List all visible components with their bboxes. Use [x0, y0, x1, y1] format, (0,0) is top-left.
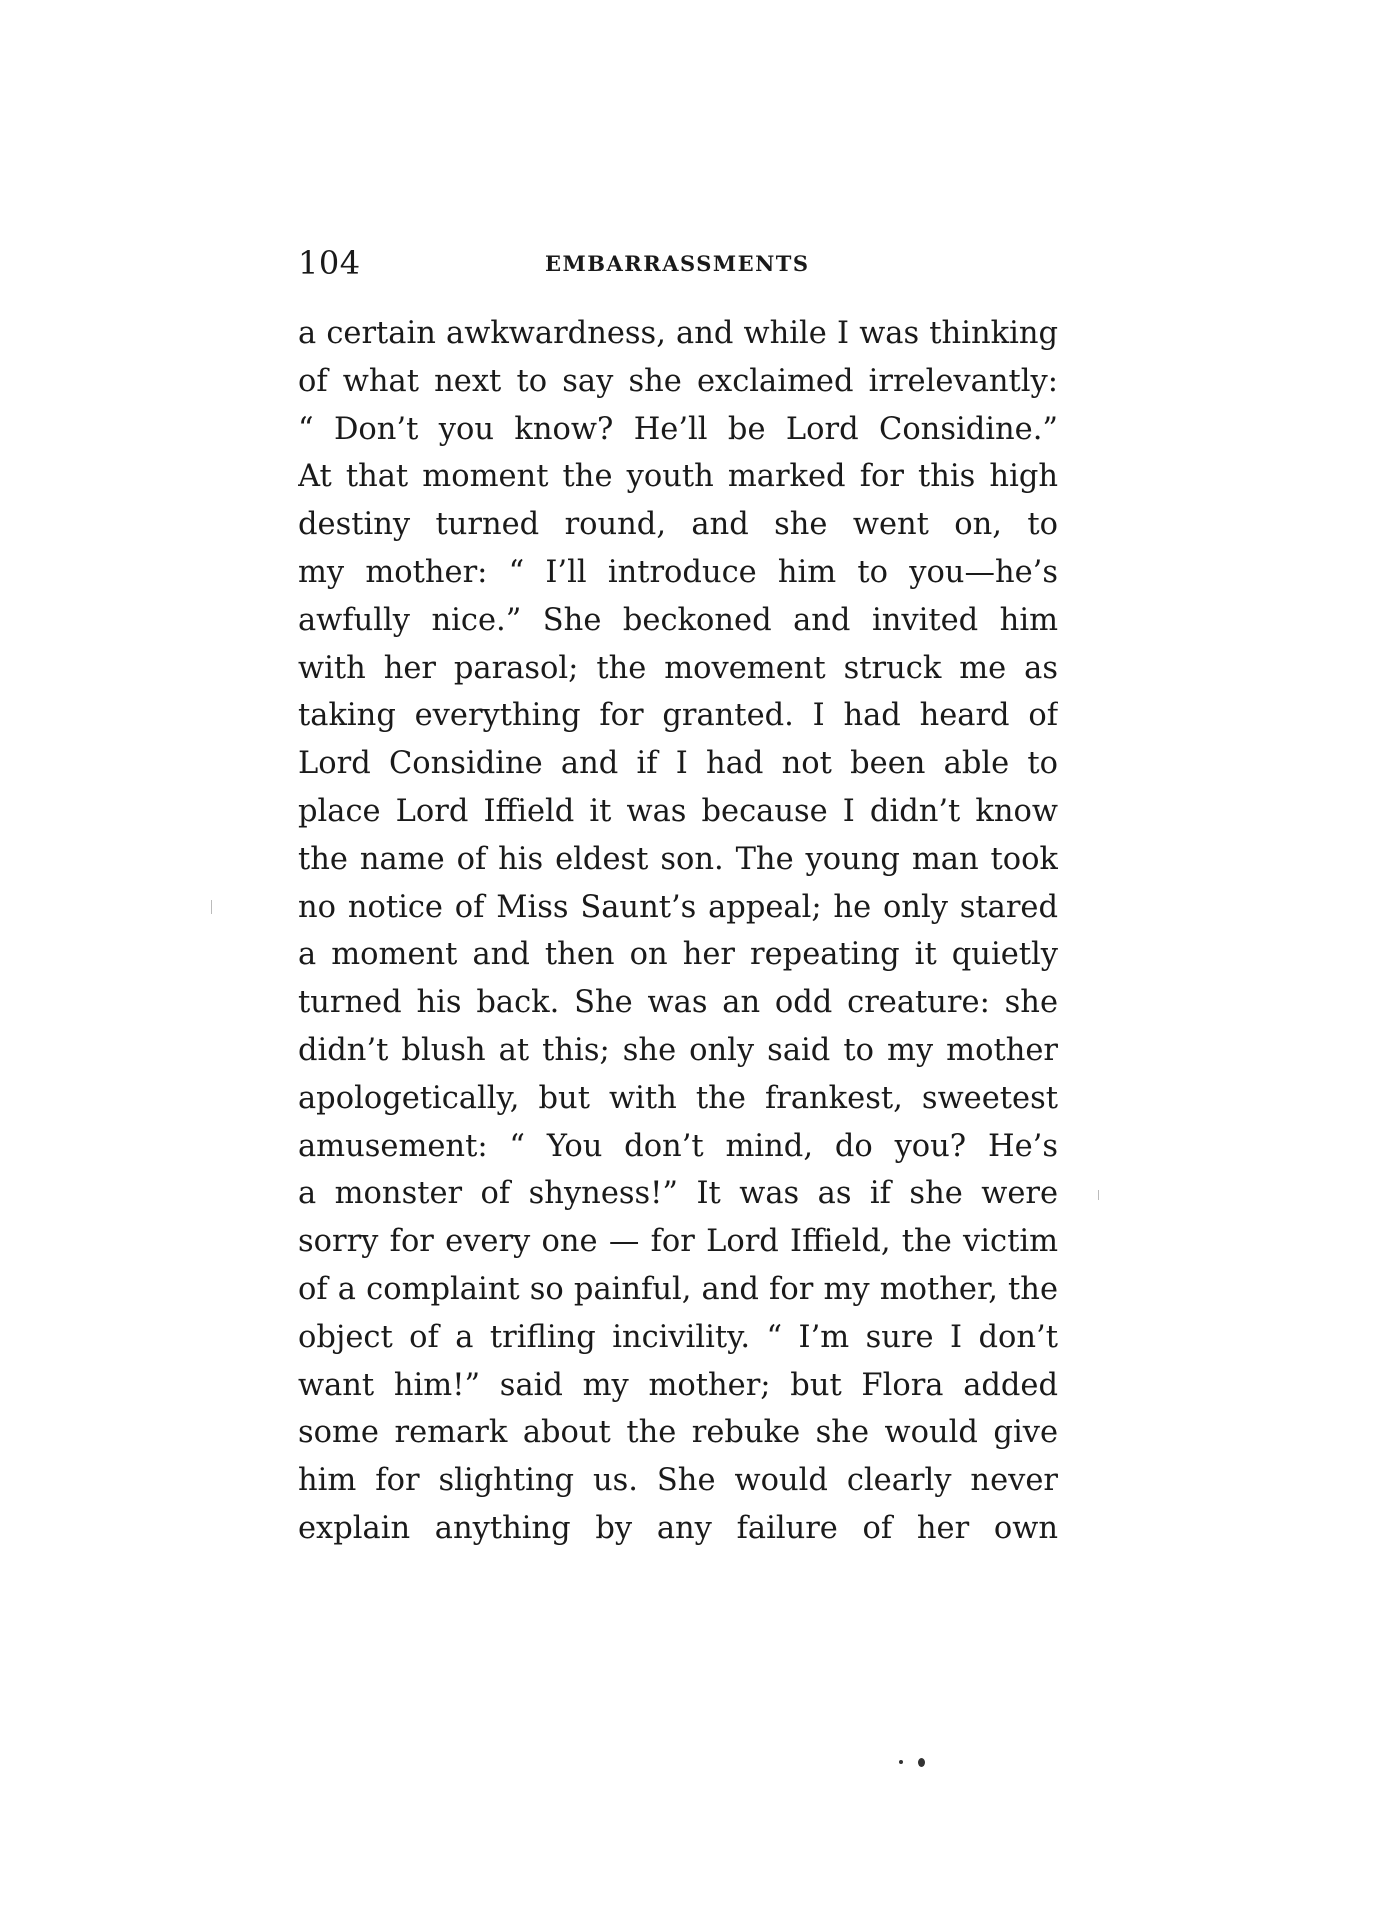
text-line: At that moment the youth marked for this high — [298, 459, 1058, 495]
text-line: “ Don’t you know? He’ll be Lord Considine.” — [298, 411, 1058, 447]
ink-speck — [918, 1758, 925, 1767]
running-title: EMBARRASSMENTS — [545, 251, 810, 276]
margin-mark — [1098, 1190, 1099, 1200]
text-line: taking everything for granted. I had heard of — [298, 698, 1058, 734]
page-header — [298, 240, 1058, 286]
text-line: amusement: “ You don’t mind, do you? He’s — [298, 1128, 1058, 1164]
ink-speck — [899, 1760, 903, 1764]
text-line: turned his back. She was an odd creature: she — [298, 985, 1058, 1021]
text-line: place Lord Iffield it was because I didn’t know — [298, 793, 1058, 829]
text-line: object of a trifling incivility. “ I’m sure I don’t — [298, 1319, 1058, 1355]
margin-mark — [211, 900, 212, 914]
text-line: didn’t blush at this; she only said to my mother — [298, 1032, 1058, 1068]
text-line: explain anything by any failure of her own — [298, 1510, 1058, 1546]
text-line: the name of his eldest son. The young man took — [298, 841, 1058, 877]
body-text — [298, 310, 1058, 1553]
text-line: apologetically, but with the frankest, sweetest — [298, 1080, 1058, 1116]
text-line: want him!” said my mother; but Flora added — [298, 1367, 1058, 1403]
text-line: of what next to say she exclaimed irrelevantly: — [298, 363, 1058, 399]
text-line: some remark about the rebuke she would give — [298, 1415, 1058, 1451]
text-line: a monster of shyness!” It was as if she were — [298, 1176, 1058, 1212]
text-line: him for slighting us. She would clearly never — [298, 1463, 1058, 1499]
text-line: no notice of Miss Saunt’s appeal; he only stared — [298, 889, 1058, 925]
text-line: a certain awkwardness, and while I was thinking — [298, 316, 1058, 351]
text-line: Lord Considine and if I had not been able to — [298, 746, 1058, 782]
text-line: awfully nice.” She beckoned and invited him — [298, 602, 1058, 638]
text-line: of a complaint so painful, and for my mother, the — [298, 1271, 1058, 1307]
text-line: sorry for every one — for Lord Iffield, the victim — [298, 1224, 1058, 1260]
text-line: with her parasol; the movement struck me as — [298, 650, 1058, 686]
text-line: destiny turned round, and she went on, to — [298, 507, 1058, 543]
text-line: a moment and then on her repeating it quietly — [298, 937, 1058, 973]
page-number: 104 — [298, 244, 361, 282]
text-line: my mother: “ I’ll introduce him to you—he’s — [298, 554, 1058, 590]
